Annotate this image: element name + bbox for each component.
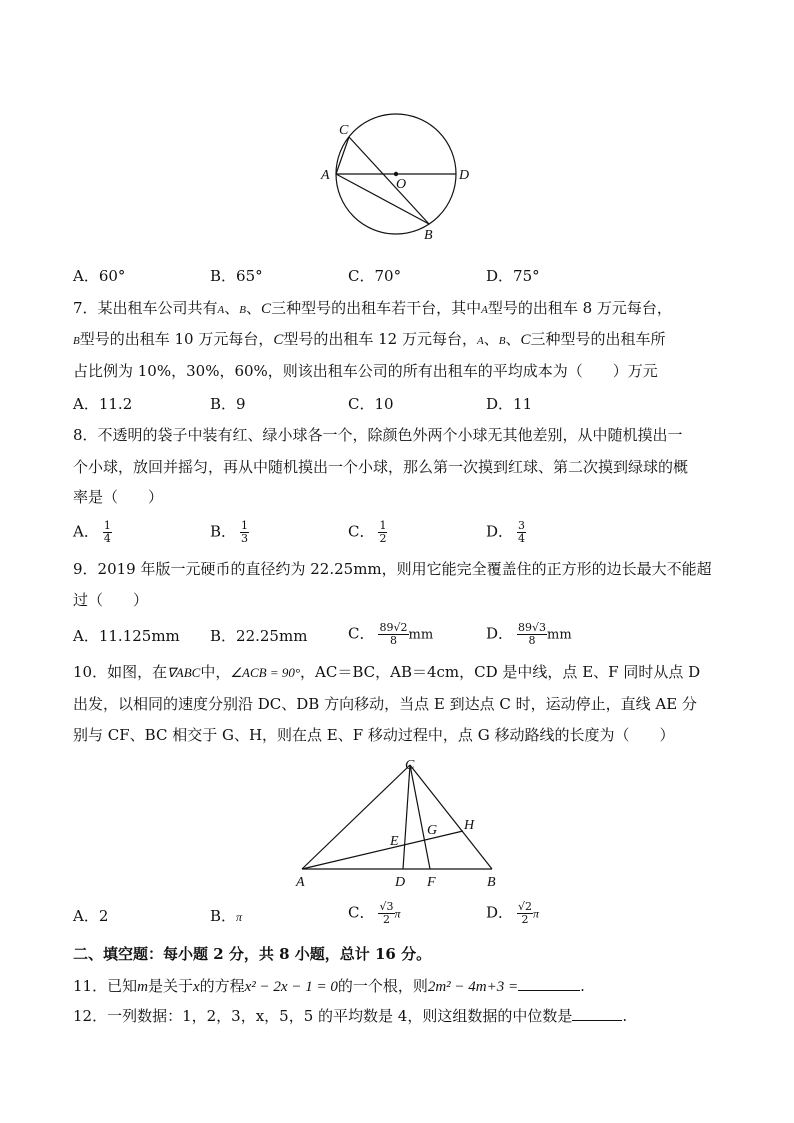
q7-option-a[interactable]: A．11.2 [73,395,133,413]
chord-cb [349,137,429,224]
fraction: $\frac{√3}{2}$ [379,900,394,926]
q10-line-1: 10．如图，在∇ABC中，∠ACB = 90°，AC＝BC，AB＝4cm，CD 是中线，点 E、F 同时从点 D [73,663,701,681]
q8-option-d[interactable]: D． $\frac{3}{4}$ [486,519,526,545]
side-bc [410,765,492,869]
label-c: C [405,758,415,773]
q9-option-c[interactable]: C． $\frac{89√2}{8}$ mm [348,621,434,647]
section-2-title: 二、填空题：每小题 2 分，共 8 小题，总计 16 分。 [73,945,432,963]
answer-blank[interactable] [572,1006,622,1021]
label-f: F [427,875,436,890]
label-h: H [464,818,475,833]
label-b: B [487,875,496,890]
fraction: $\frac{1}{4}$ [103,519,111,545]
q9-option-a[interactable]: A．11.125mm [73,627,180,645]
center-dot [394,172,398,176]
q9-line-1: 9．2019 年版一元硬币的直径约为 22.25mm，则用它能完全覆盖住的正方形的边长最大不能超 [73,560,712,578]
q6-option-c[interactable]: C．70° [348,267,402,285]
q6-option-d[interactable]: D．75° [486,267,540,285]
q8-line-2: 个小球，放回并摇匀，再从中随机摸出一个小球，那么第一次摸到红球、第二次摸到绿球的概 [73,458,689,476]
q7-option-b[interactable]: B．9 [210,395,246,413]
q10-option-b[interactable]: B．π [210,907,243,925]
segment-cf [410,765,430,869]
q7-option-c[interactable]: C．10 [348,395,394,413]
q8-line-1: 8．不透明的袋子中装有红、绿小球各一个，除颜色外两个小球无其他差别，从中随机摸出一 [73,426,683,444]
q6-option-b[interactable]: B．65° [210,267,263,285]
q9-option-d[interactable]: D． $\frac{89√3}{8}$ mm [486,621,572,647]
label-d: D [395,875,406,890]
q10-line-3: 别与 CF、BC 相交于 G、H，则在点 E、F 移动过程中，点 G 移动路线的长度为（ ） [73,726,675,744]
q9-option-b[interactable]: B．22.25mm [210,627,308,645]
fraction: $\frac{√2}{2}$ [518,900,533,926]
q8-option-c[interactable]: C． $\frac{1}{2}$ [348,519,387,545]
line-ah [302,831,463,869]
chord-ac [336,137,349,174]
q10-line-2: 出发，以相同的速度分别沿 DC、DB 方向移动，当点 E 到达点 C 时，运动停止，直线 AE 分 [73,695,697,713]
label-a: A [296,875,305,890]
q7-option-d[interactable]: D．11 [486,395,533,413]
q6-option-a[interactable]: A．60° [73,267,126,285]
q7-line-2: B型号的出租车 10 万元每台，C型号的出租车 12 万元每台，A、B、C三种型号的出租车所 [73,330,666,348]
q10-option-c[interactable]: C． $\frac{√3}{2}$ π [348,900,401,926]
label-o: O [396,177,407,192]
fraction: $\frac{89√2}{8}$ [379,621,408,647]
label-g: G [427,823,438,838]
q9-line-2: 过（ ） [73,591,149,609]
label-c: C [339,123,349,138]
fraction: $\frac{89√3}{8}$ [518,621,547,647]
q11-line: 11．已知m是关于x的方程x² − 2x − 1 = 0的一个根，则2m² − 4m+3 = . [73,977,585,995]
q8-option-b[interactable]: B． $\frac{1}{3}$ [210,519,249,545]
label-d: D [459,168,470,183]
fraction: $\frac{1}{3}$ [241,519,249,545]
side-ac [302,765,410,869]
q8-option-a[interactable]: A． $\frac{1}{4}$ [73,519,111,545]
median-cd [403,765,410,869]
q10-option-d[interactable]: D． $\frac{√2}{2}$ π [486,900,540,926]
q10-option-a[interactable]: A．2 [73,907,109,925]
answer-blank[interactable] [518,976,580,991]
label-a: A [321,168,330,183]
q12-line: 12．一列数据：1，2，3，x，5，5 的平均数是 4，则这组数据的中位数是 . [73,1007,628,1025]
q8-line-3: 率是（ ） [73,488,164,506]
q7-line-1: 7．某出租车公司共有A、B、C三种型号的出租车若干台，其中A型号的出租车 8 万元每台， [73,299,672,317]
q7-line-3: 占比例为 10%，30%，60%，则该出租车公司的所有出租车的平均成本为（ ）万元 [73,362,658,380]
fraction: $\frac{3}{4}$ [518,519,526,545]
fraction: $\frac{1}{2}$ [379,519,387,545]
circle-figure [318,110,478,245]
triangle-figure [292,755,512,890]
label-b: B [424,228,433,243]
label-e: E [390,834,399,849]
chord-ab [336,174,429,224]
